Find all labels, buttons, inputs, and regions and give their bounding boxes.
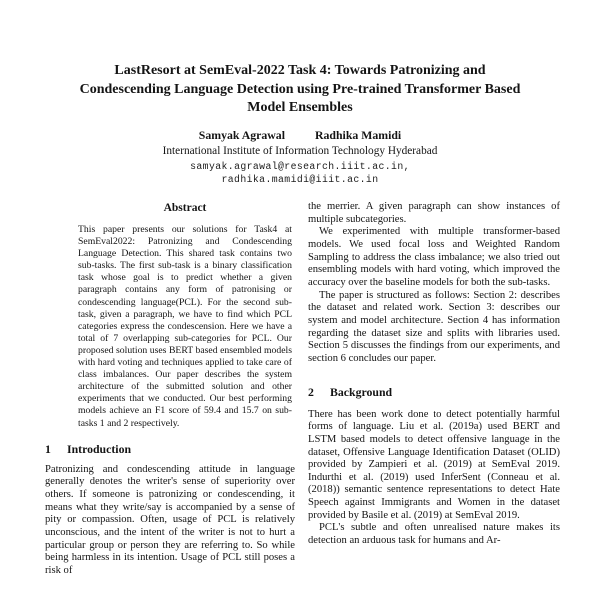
author-name-2: Radhika Mamidi: [315, 127, 402, 142]
author-name-1: Samyak Agrawal: [198, 127, 285, 142]
section-number-introduction: 1: [45, 441, 51, 456]
email-line-1: samyak.agrawal@research.iiit.ac.in,: [190, 160, 410, 172]
title-line-1: LastResort at SemEval-2022 Task 4: Towards Patronizing and: [114, 63, 486, 78]
email-line-2: radhika.mamidi@iiit.ac.in: [221, 173, 379, 185]
section-heading-introduction: [45, 443, 295, 456]
right-column: [308, 201, 560, 548]
section-heading-background: [308, 386, 560, 399]
introduction-paragraph-left: Patronizing and condescending attitude in language generally denotes the writer's sense of superiority over others. If someone is patronizing or condescending, it means what they write/say is accompanied by a sense of pity or compassion. Often, usage of PCL is relatively unconscious, and the intent of the writer is not to hurt a particular group or person they are referring to. So while being harmless in its intention. Usage of PCL still poses a risk of: [45, 463, 295, 576]
abstract-text: This paper presents our solutions for Task4 at SemEval2022: Patronizing and Condescending Language Detection. This shared task contains two sub-tasks. The first sub-task is a binary classification task whose goal is to predict whether a given paragraph contains any form of patronising or condescending language(PCL). For the second sub-task, given a paragraph, we have to find which PCL categories express the condescension. Here we have a total of 7 overlapping sub-categories for PCL. Our proposed solution uses BERT based ensembled models with hard voting and techniques applied to take care of class imbalances. Our paper describes the system architecture of the submitted solution and other experiments that we conducted. Our best performing models achieve an F1 score of 59.4 and 15.7 on sub-tasks 1 and 2 respectively.: [78, 224, 292, 429]
background-paragraph-2: PCL's subtle and often unrealised nature makes its detection an arduous task for humans and Ar-: [308, 522, 560, 547]
introduction-paragraph-continued: the merrier. A given paragraph can show instances of multiple subcategories.: [308, 201, 560, 225]
introduction-paragraph-2: We experimented with multiple transformer-based models. We used focal loss and Weighted Random Sampling to address the class imbalance; we also tried out ensembling models with hard voting, which improved the accuracy over the baseline models for both the sub-tasks.: [308, 226, 560, 288]
left-column: [45, 202, 295, 578]
abstract-heading: Abstract: [163, 202, 207, 214]
title-line-3: Model Ensembles: [247, 100, 353, 116]
section-title-background: Background: [330, 384, 393, 399]
author-names: [30, 129, 570, 142]
section-title-introduction: Introduction: [67, 441, 132, 456]
title-line-2: Condescending Language Detection using Pre-trained Transformer Based: [79, 81, 521, 97]
paper-header: [30, 62, 570, 186]
paper-title: [30, 62, 570, 118]
section-number-background: 2: [308, 384, 314, 399]
introduction-paragraph-3: The paper is structured as follows: Section 2: describes the dataset and related work. Section 3: describes our system and model architecture. Section 4 has information regarding the dataset size and splits with libraries used. Section 5 discusses the findings from our experiments, and section 6 concludes our paper.: [308, 289, 560, 364]
background-paragraph-1: There has been work done to detect potentially harmful forms of language. Liu et al. (2019a) used BERT and LSTM based models to detect offensive language in the dataset, Offensive Language Identification Dataset (OLID) provided by Zampieri et al. (2019) at SemEval 2019. Indurthi et al. (2019) used InferSent (Conneau et al. (2018)) semantic sentence representations to detect Hate Speech against Immigrants and Women in the dataset provided by Basile et al. (2019) at SemEval 2019.: [308, 408, 560, 521]
abstract-block: [78, 202, 292, 430]
affiliation: International Institute of Information Technology Hyderabad: [162, 144, 438, 157]
